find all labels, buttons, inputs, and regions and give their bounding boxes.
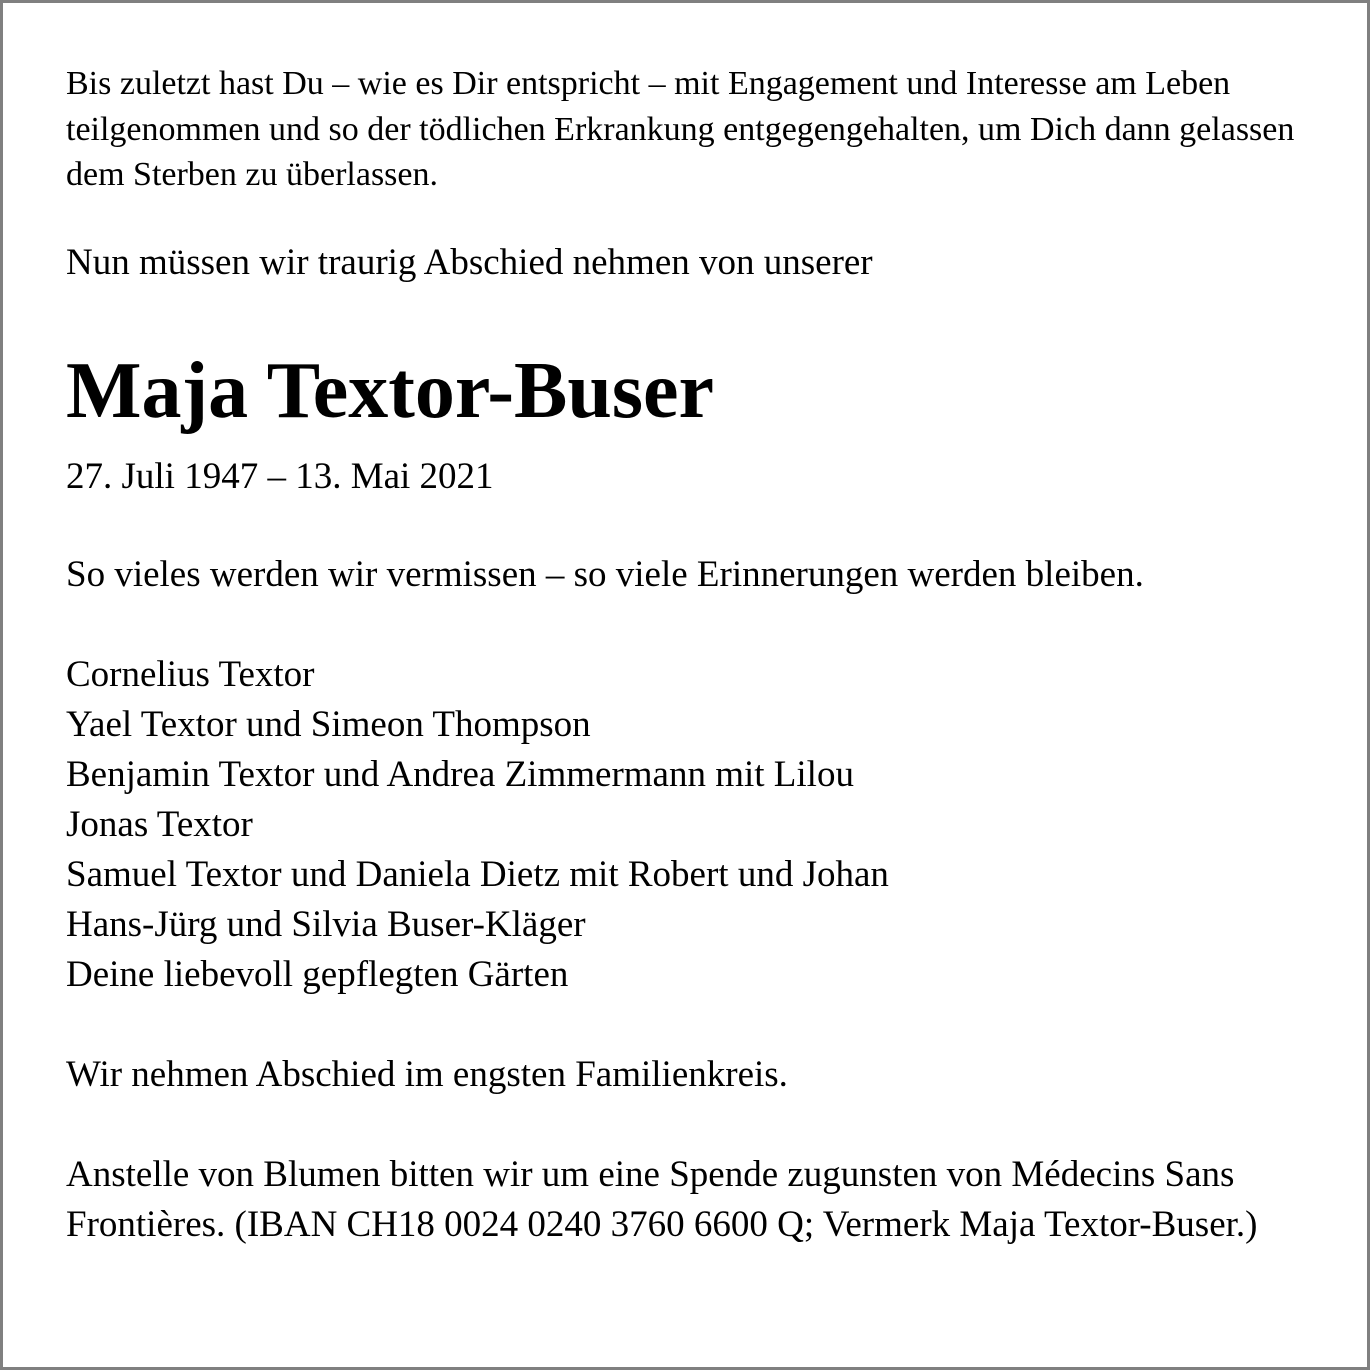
memorial-quote: So vieles werden wir vermissen – so viele Erinnerungen werden bleiben.: [66, 553, 1144, 595]
mourner-entry: Jonas Textor: [66, 803, 253, 845]
mourner-entry: Samuel Textor und Daniela Dietz mit Robert und Johan: [66, 853, 889, 895]
donation-request: Anstelle von Blumen bitten wir um eine Spende zugunsten von Médecins Sans Frontières. (IBAN CH18 0024 0240 3760 6600 Q; Vermerk Maja Textor-Buser.): [66, 1153, 1258, 1245]
lead-line: Nun müssen wir traurig Abschied nehmen von unserer: [66, 241, 873, 283]
mourners-list: [66, 650, 1326, 1000]
intro-paragraph: Bis zuletzt hast Du – wie es Dir entspricht – mit Engagement und Interesse am Leben teilgenommen und so der tödlichen Erkrankung entgegengehalten, um Dich dann gelassen dem Sterben zu überlassen.: [66, 65, 1295, 193]
mourner-entry: Deine liebevoll gepflegten Gärten: [66, 953, 569, 995]
life-dates: 27. Juli 1947 – 13. Mai 2021: [66, 455, 494, 497]
obituary-content: [66, 61, 1326, 1250]
mourner-entry: Benjamin Textor und Andrea Zimmermann mit Lilou: [66, 753, 854, 795]
funeral-note: Wir nehmen Abschied im engsten Familienkreis.: [66, 1053, 788, 1095]
mourner-entry: Hans-Jürg und Silvia Buser-Kläger: [66, 903, 586, 945]
mourner-entry: Cornelius Textor: [66, 653, 315, 695]
deceased-name: Maja Textor-Buser: [66, 346, 715, 435]
mourner-entry: Yael Textor und Simeon Thompson: [66, 703, 591, 745]
